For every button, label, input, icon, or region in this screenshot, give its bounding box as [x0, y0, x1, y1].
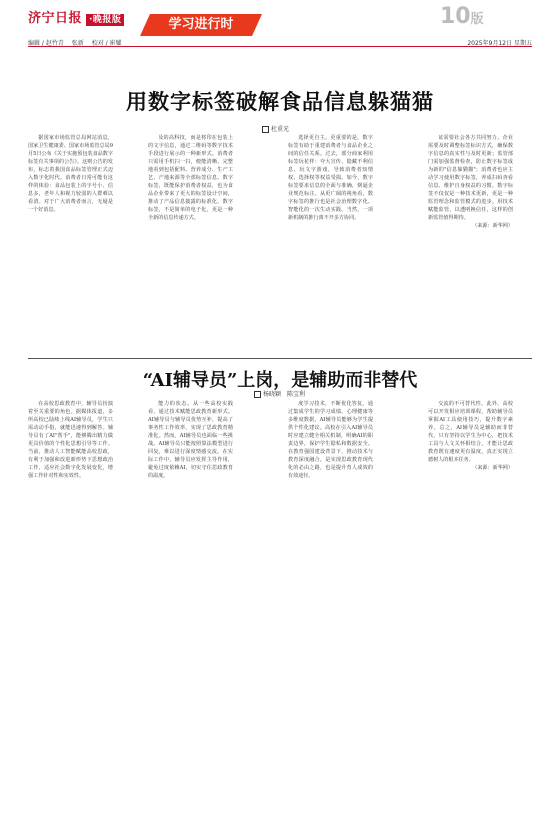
page-number [440, 4, 484, 29]
article2-paragraph: 度学习技术，不断优化答复。通过集成学生的学习成绩、心理健康等多维度数据，AI辅导员能够为学生提供个性化建议。高校在引入AI辅导员时应建立健全相关机制，明确AI的职责边界，保护学生隐私和数据安全。在教育强国建设背景下，推动技术与教育深度融合，是实现思政教育现代化的必由之路，也是提升育人成效的有效途径。 [288, 401, 373, 479]
editor-credit: 张新 [71, 40, 84, 47]
article2-column-3 [288, 400, 373, 805]
article1-title: 用数字标签破解食品信息躲猫猫 [126, 89, 434, 114]
article1-column-1 [28, 134, 113, 362]
editor-credit: 校对 / 崔耀 [91, 40, 122, 47]
article2-column-2 [148, 400, 233, 805]
article-divider [28, 358, 532, 359]
article1-column-2 [148, 134, 233, 362]
article2-byline [254, 389, 305, 398]
page-number-value: 10 [440, 4, 471, 29]
byline-box-icon [262, 126, 269, 133]
article2-source: （来源：新华网） [472, 465, 513, 471]
article1-paragraph: 证需要社会各方共同努力。企业需要及时调整标签标识方式，确保数字信息的真实性与及时更新；监管部门需加强监督检查，防止数字标签成为新的"信息躲猫猫"；消费者也应主动学习使用数字标签，养成扫码查看信息、维护自身权益的习惯。数字标签不仅仅是一种技术更新，更是一种监管理念和监管模式的进步。用技术赋能监管，以透明换信任，这样的创新监管值得期待。 [428, 135, 513, 221]
article1-paragraph: 选择更自主。更重要的是，数字标签有助于重建消费者与食品企业之间的信任关系。过去，部分商家利用标签玩花样：夸大宣传、隐藏不利信息、玩文字游戏，导致消费者知情权、选择权等权益受损。如今，数字标签要求信息的全面与准确，倒逼企业规范标注。从更广阔的视角看，数字标签的推行也是社会治理数字化、智能化的一次生动实践。当然，一项新机制的推行离不开多方协同。 [288, 135, 373, 221]
article1-column-4 [428, 134, 513, 362]
article2-paragraph: 交流的不可替代性。此外，高校可以开发相应培训课程，帮助辅导员掌握AI工具使用技巧，提升数字素养。总之，AI辅导员是辅助而非替代，只有坚持以学生为中心，把技术工具与人文关怀相结合，才能让思政教育既有速度更有温度，真正实现立德树人的根本任务。 [428, 401, 513, 463]
editor-credit: 编辑 / 赵竹青 [28, 40, 64, 47]
article1-byline [262, 124, 289, 133]
page-number-suffix: 版 [470, 12, 484, 27]
issue-date: 2025年9月12日 星期五 [467, 40, 532, 47]
article2-paragraph: 在高校思政教育中，辅导员扮演着至关重要的角色。据媒体报道，多所高校已陆续上线AI辅导员，学生只需动动手指，就能迅速得到解答。辅导员有了AI"帮手"，能够腾出精力做更具价值的个性化思想引导等工作。当前，推动人工智能赋能高校思政，有利于加强和改进新形势下思想政治工作，适应社会数字化发展变化，增强工作针对性和实效性。 [28, 401, 113, 479]
article1-column-3 [288, 134, 373, 362]
article2-column-4 [428, 400, 513, 805]
byline-box-icon [254, 391, 261, 398]
header-rule [28, 46, 532, 47]
logo-title: 济宁日报 [28, 11, 83, 26]
article1-source: （来源：新华网） [472, 223, 513, 229]
logo-subtitle: ·晚报版 [86, 14, 124, 26]
section-tag: 学习进行时 [150, 14, 252, 36]
article2-column-1 [28, 400, 113, 805]
article1-paragraph: 据国家市场监管总局网站消息，国家卫生健康委、国家市场监管总局9月5日公布《关于实施预包装食品数字标签有关事项的公告》。这则公告的发布，标志着我国食品标签管理正式迈入数字化时代。消费者日常可能有这样的体验：食品包装上的字号小、信息多，老年人和视力较弱的人群难以看清。对于广大消费者而言，无疑是一个好消息。 [28, 135, 113, 213]
article1-author: 杜重光 [271, 126, 290, 133]
article2-title: “AI辅导员”上岗，是辅助而非替代 [142, 370, 418, 391]
article1-paragraph: 及的高科技，而是将印在包装上的文字信息，通过二维码等数字技术手段进行展示的一种新形式。消费者只需用手机扫一扫，便能清晰、完整地看到包括配料、营养成分、生产工艺、产地来源等全部标签信息。数字标签，既能保护消费者权益，也为食品企业带来了更大的标签设计空间，推动了产品信息披露的标准化。数字标签，不是简单的电子化，更是一种全新的信息传递方式。 [148, 135, 233, 221]
article2-paragraph: 能力的状态。从一些高校实践看，通过技术赋能思政教育新形式。AI辅导员与辅导员优势互补，提高了事务性工作效率，实现了思政教育精准化。然而，AI辅导员也面临一些挑战。AI辅导员只能按照算法模型进行回复，难以进行深度情感交流。在实际工作中，辅导员应发挥主导作用，避免过度依赖AI，切实守住思政教育的温度。 [148, 401, 233, 479]
page-header [0, 0, 560, 40]
newspaper-logo [28, 7, 124, 26]
article2-author: 杨晓颖 陈宝利 [263, 391, 306, 398]
